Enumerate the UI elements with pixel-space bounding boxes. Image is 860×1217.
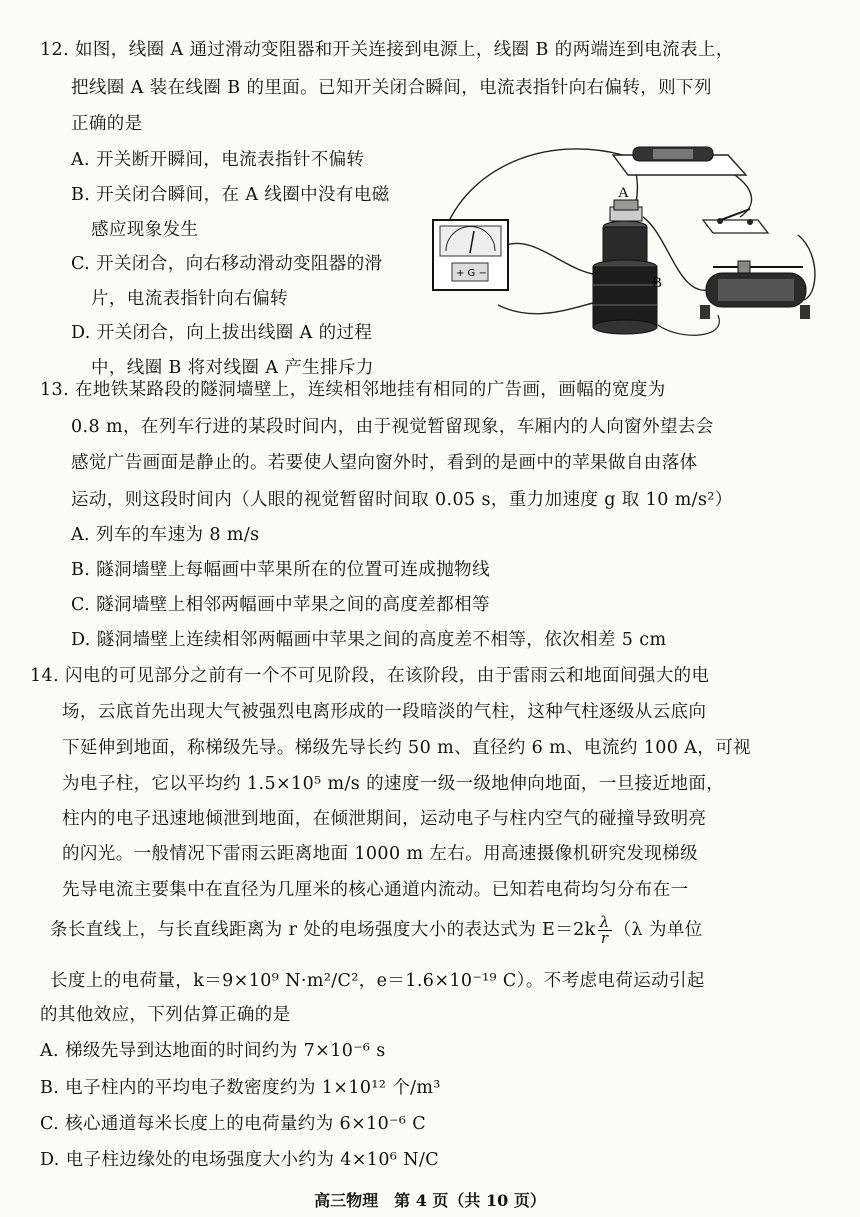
- q12-stem-line-2: 把线圈 A 装在线圈 B 的里面。已知开关闭合瞬间，电流表指针向右偏转，则下列: [71, 78, 712, 98]
- q14-stem-tail-2: 的其他效应，下列估算正确的是: [40, 1005, 291, 1025]
- q12-option-d: D. 开关闭合，向上拔出线圈 A 的过程: [71, 323, 373, 343]
- q12-option-b-cont: 感应现象发生: [91, 220, 199, 240]
- q13-option-a: A. 列车的车速为 8 m/s: [71, 525, 260, 545]
- q13-option-d: D. 隧洞墙壁上连续相邻两幅画中苹果之间的高度差不相等，依次相差 5 cm: [71, 630, 667, 650]
- q12-option-a: A. 开关断开瞬间，电流表指针不偏转: [71, 150, 365, 170]
- q14-formula-before: 条长直线上，与长直线距离为 r 处的电场强度大小的表达式为 E＝2k: [50, 920, 596, 940]
- page-footer: 高三物理 第 4 页（共 10 页）: [314, 1191, 546, 1210]
- q13-stem-line-4: 运动，则这段时间内（人眼的视觉暂留时间取 0.05 s，重力加速度 g 取 10 m/s²）: [71, 490, 733, 510]
- q14-stem-line-1: 14. 闪电的可见部分之前有一个不可见阶段，在该阶段，由于雷雨云和地面间强大的电: [30, 666, 710, 686]
- q12-stem-line-3: 正确的是: [71, 114, 143, 134]
- coil-b-label: B: [652, 275, 663, 291]
- q13-option-b: B. 隧洞墙壁上每幅画中苹果所在的位置可连成抛物线: [71, 560, 490, 580]
- q14-stem-line-3: 下延伸到地面，称梯级先导。梯级先导长约 50 m、直径约 6 m、电流约 100 A，可视: [62, 738, 752, 758]
- fraction-numerator: λ: [599, 913, 610, 931]
- rheostat-icon: [700, 261, 810, 319]
- q13-stem-line-1: 13. 在地铁某路段的隧洞墙壁上，连续相邻地挂有相同的广告画，画幅的宽度为: [40, 380, 666, 400]
- q14-option-a: A. 梯级先导到达地面的时间约为 7×10⁻⁶ s: [40, 1041, 386, 1061]
- coil-b-icon: [593, 221, 662, 334]
- q14-stem-line-4: 为电子柱，它以平均约 1.5×10⁵ m/s 的速度一级一级地伸向地面，一旦接近地面，: [62, 774, 725, 794]
- svg-text:+ G −: + G −: [456, 268, 487, 279]
- ammeter-icon: [433, 220, 508, 290]
- power-supply-icon: [613, 147, 746, 175]
- q14-option-b: B. 电子柱内的平均电子数密度约为 1×10¹² 个/m³: [40, 1078, 441, 1098]
- q14-option-d: D. 电子柱边缘处的电场强度大小约为 4×10⁶ N/C: [40, 1150, 440, 1170]
- q14-stem-line-5: 柱内的电子迅速地倾泄到地面，在倾泄期间，运动电子与柱内空气的碰撞导致明亮: [62, 809, 707, 829]
- q12-stem-line-1: 12. 如图，线圈 A 通过滑动变阻器和开关连接到电源上，线圈 B 的两端连到电流表上，: [40, 40, 734, 60]
- q12-option-b: B. 开关闭合瞬间，在 A 线圈中没有电磁: [71, 185, 390, 205]
- coil-a-label: A: [618, 185, 629, 201]
- q12-option-d-cont: 中，线圈 B 将对线圈 A 产生排斥力: [91, 358, 374, 378]
- q14-formula-line: [50, 915, 703, 946]
- q14-stem-line-2: 场，云底首先出现大气被强烈电离形成的一段暗淡的气柱，这种气柱逐级从云底向: [62, 702, 707, 722]
- lambda-over-r-fraction: [598, 915, 612, 946]
- q14-stem-line-7: 先导电流主要集中在直径为几厘米的核心通道内流动。已知若电荷均匀分布在一: [62, 880, 689, 900]
- switch-icon: [703, 209, 768, 233]
- coil-experiment-figure: [428, 125, 828, 350]
- q14-stem-line-6: 的闪光。一般情况下雷雨云距离地面 1000 m 左右。用高速摄像机研究发现梯级: [62, 844, 698, 864]
- q14-option-c: C. 核心通道每米长度上的电荷量约为 6×10⁻⁶ C: [40, 1114, 427, 1134]
- q12-option-c-cont: 片，电流表指针向右偏转: [91, 289, 288, 309]
- q13-stem-line-2: 0.8 m，在列车行进的某段时间内，由于视觉暂留现象，车厢内的人向窗外望去会: [71, 417, 714, 437]
- q13-option-c: C. 隧洞墙壁上相邻两幅画中苹果之间的高度差都相等: [71, 595, 490, 615]
- q13-stem-line-3: 感觉广告画面是静止的。若要使人望向窗外时，看到的是画中的苹果做自由落体: [71, 453, 698, 473]
- q14-stem-tail-1: 长度上的电荷量，k＝9×10⁹ N·m²/C²，e＝1.6×10⁻¹⁹ C）。不考虑电荷运动引起: [50, 971, 705, 991]
- q12-option-c: C. 开关闭合，向右移动滑动变阻器的滑: [71, 254, 383, 274]
- fraction-denominator: r: [600, 929, 609, 947]
- q14-formula-after: （λ 为单位: [613, 920, 703, 940]
